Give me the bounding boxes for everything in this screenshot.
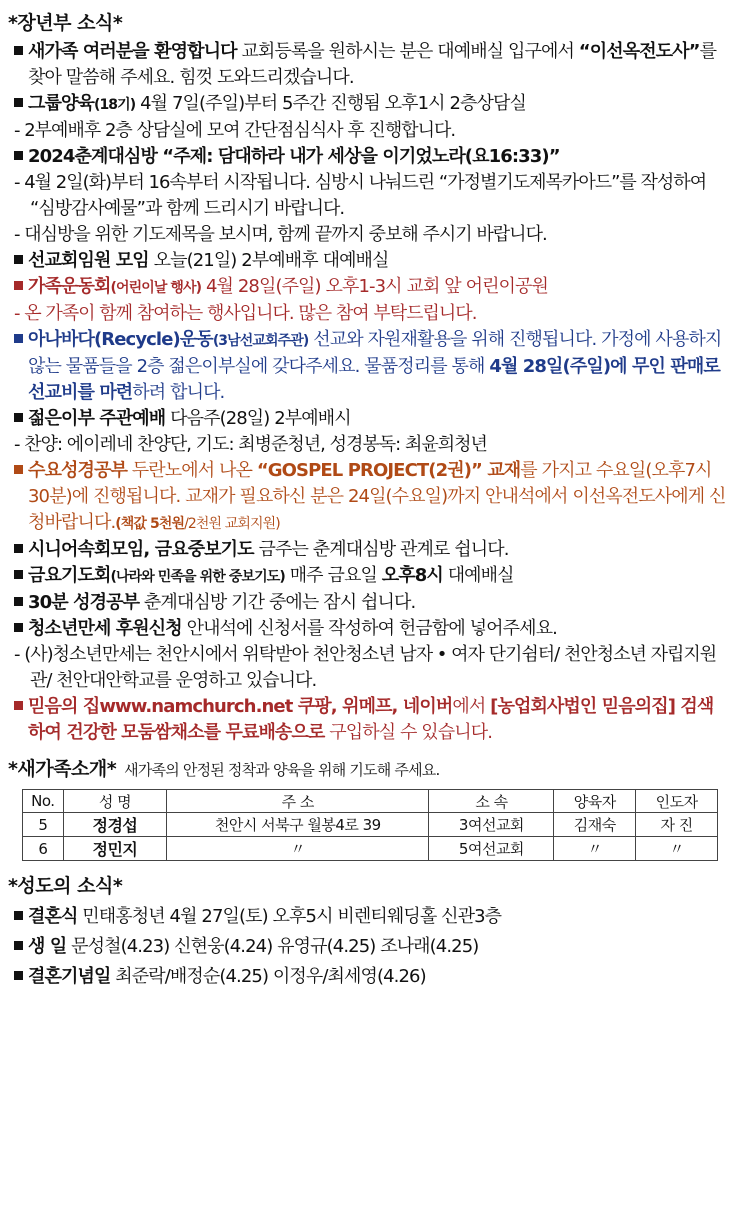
table-header: 성 명 — [63, 790, 166, 813]
item-teen: 청소년만세 후원신청 안내석에 신청서를 작성하여 헌금함에 넣어주세요. — [8, 616, 726, 642]
bullet-square-icon — [14, 701, 23, 710]
item-bible-block — [8, 458, 726, 537]
newfamily-note: 새가족의 안정된 정착과 양육을 위해 기도해 주세요. — [124, 761, 440, 779]
table-header: 소 속 — [429, 790, 554, 813]
item-senior: 시니어속회모임, 금요중보기도 금주는 춘계대심방 관계로 쉽니다. — [8, 537, 726, 563]
bullet-square-icon — [14, 334, 23, 343]
item-bible: 수요성경공부 두란노에서 나온 “GOSPEL PROJECT(2권)” 교재를 가지고 수요일(오후7시30분)에 진행됩니다. 교재가 필요하신 분은 24일(수요일)까지 안내석에서 이선옥전도사에게 신청바랍니다.(책값 5천원/2천원 교회지원) — [8, 458, 726, 537]
table-header: 주 소 — [167, 790, 429, 813]
item-study30: 30분 성경공부 춘계대심방 기간 중에는 잠시 쉽니다. — [8, 590, 726, 616]
item-visit: 2024춘계대심방 “주제: 담대하라 내가 세상을 이기었노라(요16:33)” — [8, 144, 726, 170]
item-birthday: 생 일 문성철(4.23) 신현웅(4.24) 유영규(4.25) 조나래(4.25) — [8, 932, 726, 962]
bullet-square-icon — [14, 465, 23, 474]
bullet-square-icon — [14, 941, 23, 950]
item-visit-sub2: - 대심방을 위한 기도제목을 보시며, 함께 끝까지 중보해 주시기 바랍니다. — [14, 224, 547, 245]
table-header-row — [23, 790, 718, 813]
bullet-square-icon — [14, 971, 23, 980]
bullet-square-icon — [14, 281, 23, 290]
item-visit-sub1: - 4월 2일(화)부터 16속부터 시작됩니다. 심방시 나눠드린 “가정별기도제목카아드”를 작성하여 “심방감사예물”과 함께 드리시기 바랍니다. — [14, 172, 707, 219]
bullet-square-icon — [14, 46, 23, 55]
section-title-news: *장년부 소식* — [8, 12, 123, 34]
section-title-newfamily: *새가족소개* 새가족의 안정된 정착과 양육을 위해 기도해 주세요. — [8, 758, 440, 780]
item-sports: 가족운동회(어린이날 행사) 4월 28일(주일) 오후1-3시 교회 앞 어린이공원 — [8, 274, 726, 301]
bullet-square-icon — [14, 911, 23, 920]
bullet-square-icon — [14, 623, 23, 632]
item-youth: 젊은이부 주관예배 다음주(28일) 2부예배시 — [8, 406, 726, 432]
item-mission: 선교회임원 모임 오늘(21일) 2부예배후 대예배실 — [8, 248, 726, 274]
bullet-square-icon — [14, 98, 23, 107]
item-group-sub: - 2부예배후 2층 상담실에 모여 간단점심식사 후 진행합니다. — [14, 120, 456, 141]
item-anniversary: 결혼기념일 최준락/배정순(4.25) 이정우/최세영(4.26) — [8, 962, 726, 992]
bullet-square-icon — [14, 544, 23, 553]
item-youth-sub: - 찬양: 에이레네 찬양단, 기도: 최병준청년, 성경봉독: 최윤희청년 — [14, 434, 487, 455]
item-faith-block — [8, 694, 726, 746]
item-wedding: 결혼식 민태홍청년 4월 27일(토) 오후5시 비렌티웨딩홀 신관3층 — [8, 902, 726, 932]
item-teen-sub: - (사)청소년만세는 천안시에서 위탁받아 천안청소년 남자 • 여자 단기쉼터/ 천안청소년 자립지원관/ 천안대안학교를 운영하고 있습니다. — [14, 644, 717, 691]
item-recycle-block — [8, 327, 726, 406]
table-header: 인도자 — [636, 790, 718, 813]
item-sports-sub: - 온 가족이 함께 참여하는 행사입니다. 많은 참여 부탁드립니다. — [14, 303, 477, 324]
bullet-square-icon — [14, 570, 23, 579]
newfamily-table — [22, 789, 718, 861]
item-faith: 믿음의 집www.namchurch.net 쿠팡, 위메프, 네이버에서 [농업회사법인 믿음의집] 검색하여 건강한 모둠쌈채소를 무료배송으로 구입하실 수 있습니다. — [8, 694, 726, 746]
section-title-members: *성도의 소식* — [8, 875, 123, 897]
item-friday: 금요기도회(나라와 민족을 위한 중보기도) 매주 금요일 오후8시 대예배실 — [8, 563, 726, 590]
table-row: 6 정민지 〃 5여선교회 〃 〃 — [23, 837, 718, 861]
table-row: 5 정경섭 천안시 서북구 월봉4로 39 3여선교회 김재숙 자 진 — [23, 813, 718, 837]
item-sports-block — [8, 274, 726, 327]
bullet-square-icon — [14, 255, 23, 264]
item-recycle: 아나바다(Recycle)운동(3남선교회주관) 선교와 자원재활용을 위해 진행됩니다. 가정에 사용하지 않는 물품들을 2층 젊은이부실에 갖다주세요. 물품정리를 통해 4월 28일(주일)에 무인 판매로 선교비를 마련하려 합니다. — [8, 327, 726, 406]
item-group: 그룹양육(18기) 4월 7일(주일)부터 5주간 진행됨 오후1시 2층상담실 — [8, 91, 726, 118]
table-header: 양육자 — [554, 790, 636, 813]
table-header: No. — [23, 790, 64, 813]
bullet-square-icon — [14, 413, 23, 422]
item-welcome: 새가족 여러분을 환영합니다 교회등록을 원하시는 분은 대예배실 입구에서 “이선옥전도사”를 찾아 말씀해 주세요. 힘껏 도와드리겠습니다. — [8, 39, 726, 91]
bullet-square-icon — [14, 151, 23, 160]
bullet-square-icon — [14, 597, 23, 606]
